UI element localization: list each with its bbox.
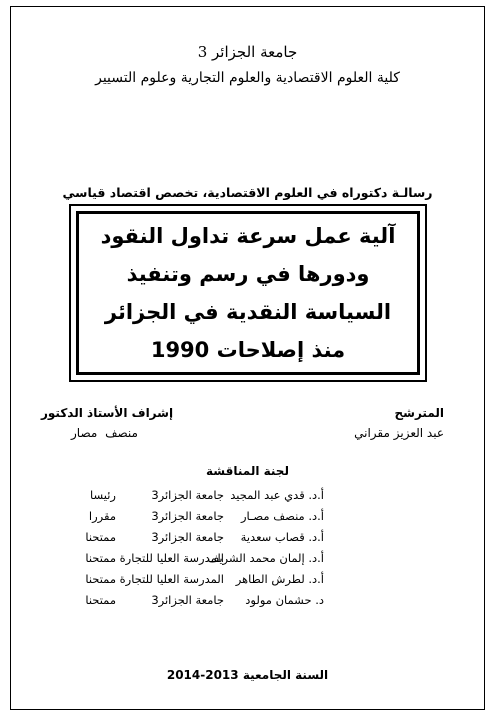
faculty-name: كلية العلوم الاقتصادية والعلوم التجارية وعلوم التسيير: [95, 70, 400, 86]
document-page: [10, 6, 485, 710]
title-line: السياسة النقدية في الجزائر: [104, 300, 392, 324]
committee-list: [11, 488, 484, 614]
academic-year: السنة الجامعية 2013-2014: [166, 668, 329, 682]
committee-member: [11, 593, 484, 614]
university-name: جامعة الجزائر 3: [197, 43, 298, 61]
member-role: رئيسا: [90, 488, 116, 502]
member-role: ممتحنا: [85, 572, 116, 586]
member-name: أ.د. منصف مصـار: [240, 509, 324, 523]
member-institution: جامعة الجزائر3: [151, 593, 224, 607]
member-name: أ.د. إلمان محمد الشريف: [207, 551, 324, 565]
member-institution: المدرسة العليا للتجارة: [119, 551, 224, 565]
committee-member: [11, 551, 484, 572]
member-institution: المدرسة العليا للتجارة: [119, 572, 224, 586]
member-name: أ.د. قصاب سعدية: [240, 530, 324, 544]
committee-member: [11, 488, 484, 509]
member-role: ممتحنا: [85, 530, 116, 544]
committee-member: [11, 530, 484, 551]
title-line: منذ إصلاحات 1990: [150, 338, 346, 362]
member-role: ممتحنا: [85, 551, 116, 565]
member-name: أ.د. قدي عبد المجيد: [230, 488, 324, 502]
supervisor-label: إشراف الأستاذ الدكتور: [41, 406, 174, 420]
title-line: آلية عمل سرعة تداول النقود: [100, 224, 396, 248]
thesis-type: رسالـة دكتوراه في العلوم الاقتصادية، تخصص اقتصاد قياسي: [62, 185, 433, 200]
title-line: ودورها في رسم وتنفيذ: [126, 262, 370, 286]
committee-member: [11, 572, 484, 593]
committee-title: لجنة المناقشة: [206, 464, 289, 478]
member-name: أ.د. لطرش الطاهر: [235, 572, 324, 586]
candidate-name: عبد العزيز مقراني: [354, 426, 444, 440]
candidate-label: المترشح: [394, 406, 444, 420]
title-frame: [69, 204, 427, 382]
member-role: مقررا: [88, 509, 116, 523]
member-institution: جامعة الجزائر3: [151, 530, 224, 544]
member-name: د. حشمان مولود: [245, 593, 324, 607]
committee-member: [11, 509, 484, 530]
member-institution: جامعة الجزائر3: [151, 488, 224, 502]
title-frame-inner: [76, 211, 420, 375]
member-role: ممتحنا: [85, 593, 116, 607]
member-institution: جامعة الجزائر3: [151, 509, 224, 523]
supervisor-name: منصف مصار: [71, 426, 138, 440]
